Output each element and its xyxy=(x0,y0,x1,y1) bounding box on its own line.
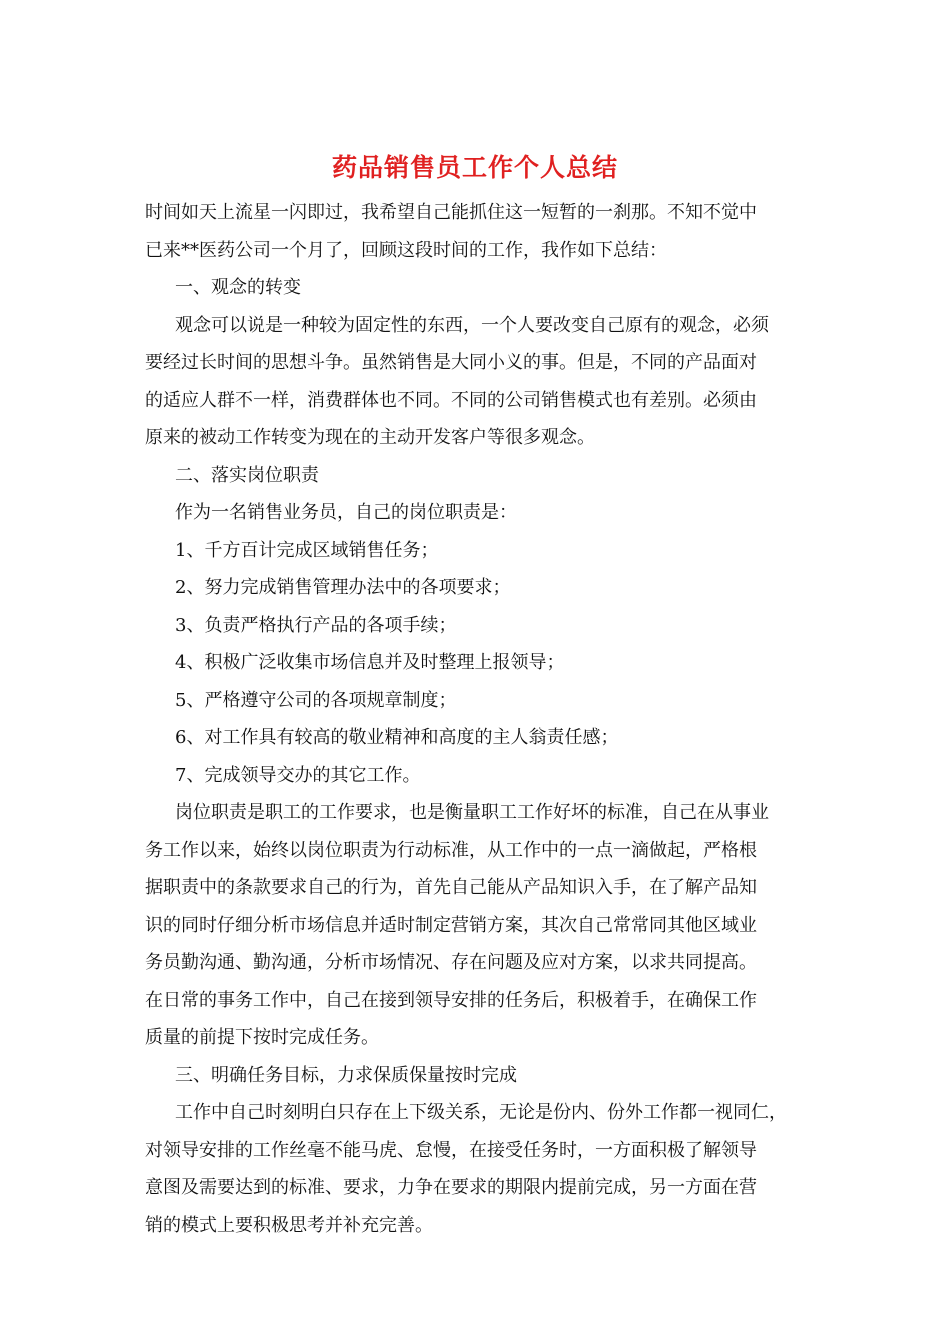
body-line: 务工作以来，始终以岗位职责为行动标准，从工作中的一点一滴做起，严格根 xyxy=(145,839,757,861)
duty-item-6: 6、对工作具有较高的敬业精神和高度的主人翁责任感； xyxy=(175,727,619,748)
body-line: 已来**医药公司一个月了，回顾这段时间的工作，我作如下总结： xyxy=(145,239,667,261)
body-line: 据职责中的条款要求自己的行为，首先自己能从产品知识入手，在了解产品知 xyxy=(145,877,757,898)
body-line: 质量的前提下按时完成任务。 xyxy=(145,1027,379,1048)
body-line: 观念可以说是一种较为固定性的东西，一个人要改变自己原有的观念，必须 xyxy=(175,314,769,336)
section-heading-3: 三、明确任务目标，力求保质保量按时完成 xyxy=(175,1064,517,1086)
body-line: 要经过长时间的思想斗争。虽然销售是大同小义的事。但是，不同的产品面对 xyxy=(145,352,757,373)
duty-item-4: 4、积极广泛收集市场信息并及时整理上报领导； xyxy=(175,652,565,673)
body-line: 对领导安排的工作丝毫不能马虎、怠慢，在接受任务时，一方面积极了解领导 xyxy=(145,1139,757,1161)
section-heading-1: 一、观念的转变 xyxy=(175,277,301,298)
body-line: 识的同时仔细分析市场信息并适时制定营销方案，其次自己常常同其他区域业 xyxy=(145,914,757,936)
body-line: 工作中自己时刻明白只存在上下级关系，无论是份内、份外工作都一视同仁， xyxy=(175,1102,787,1123)
duty-item-7: 7、完成领导交办的其它工作。 xyxy=(175,764,421,786)
document-title: 药品销售员工作个人总结 xyxy=(331,153,618,182)
body-line: 销的模式上要积极思考并补充完善。 xyxy=(145,1214,433,1236)
body-line: 岗位职责是职工的工作要求，也是衡量职工工作好坏的标准，自己在从事业 xyxy=(175,802,769,823)
body-line: 在日常的事务工作中，自己在接到领导安排的任务后，积极着手，在确保工作 xyxy=(145,989,757,1011)
document-body xyxy=(145,194,815,1244)
duty-item-3: 3、负责严格执行产品的各项手续； xyxy=(175,614,457,636)
section-heading-2: 二、落实岗位职责 xyxy=(175,464,319,486)
duty-item-5: 5、严格遵守公司的各项规章制度； xyxy=(175,689,457,711)
body-line: 的适应人群不一样，消费群体也不同。不同的公司销售模式也有差别。必须由 xyxy=(145,389,757,411)
duty-item-2: 2、努力完成销售管理办法中的各项要求； xyxy=(175,577,511,598)
duty-item-1: 1、千方百计完成区域销售任务； xyxy=(175,539,439,561)
body-line: 时间如天上流星一闪即过，我希望自己能抓住这一短暂的一刹那。不知不觉中 xyxy=(145,202,757,223)
body-line: 意图及需要达到的标准、要求，力争在要求的期限内提前完成，另一方面在营 xyxy=(145,1177,757,1198)
body-line: 务员勤沟通、勤沟通，分析市场情况、存在问题及应对方案，以求共同提高。 xyxy=(145,952,757,973)
body-line: 原来的被动工作转变为现在的主动开发客户等很多观念。 xyxy=(145,427,595,448)
body-line: 作为一名销售业务员，自己的岗位职责是： xyxy=(175,502,517,523)
